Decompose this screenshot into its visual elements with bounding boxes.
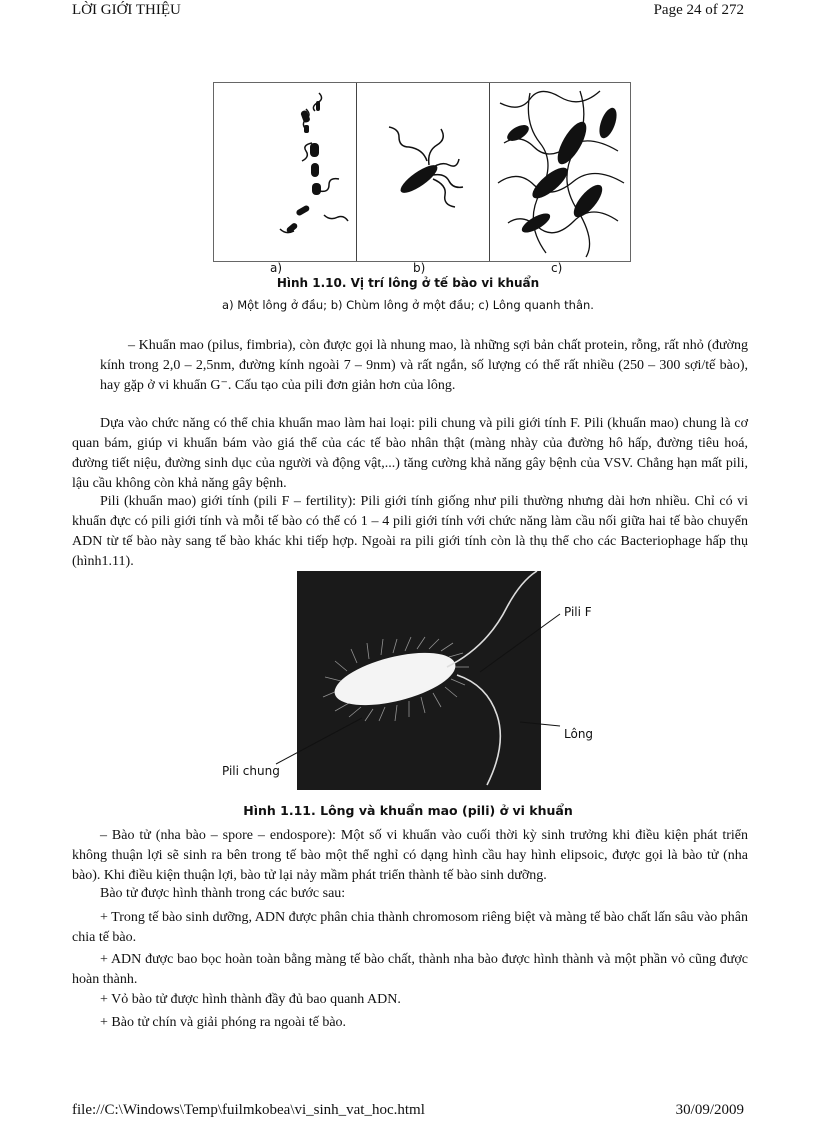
paragraph-pili-types: Dựa vào chức năng có thể chia khuẩn mao làm hai loại: pili chung và pili giới tính F. Pili (khuẩn mao) chung là cơ quan bám, giúp vi khuẩn bám vào giá thể của các tế bào nhân thật (màng nhày của đường hô hấp, đường tiêu hoá, đường tiết niệu, đường sinh dục của người và động vật,...) tăng cường khả năng gây bệnh của VSV. Chẳng hạn mất pili, lậu cầu không còn khả năng gây bệnh.: [72, 416, 748, 491]
list-item-step-4: + Bào tử chín và giải phóng ra ngoài tế bào.: [100, 1015, 347, 1030]
figure-pili-micrograph: [297, 571, 541, 790]
figure-flagella-positions: [213, 82, 631, 262]
paragraph-pili-f: Pili (khuẩn mao) giới tính (pili F – fertility): Pili giới tính giống như pili thường nhưng dài hơn nhiều. Chỉ có vi khuẩn đực có pili giới tính và mỗi tế bào có thể có 1 – 4 pili giới tính với chức năng làm cầu nối giữa hai tế bào chuyển ADN từ tế bào này sang tế bào khác khi tiếp hợp. Ngoài ra pili giới tính còn là thụ thể cho các Bacteriophage hấp thụ (hình1.11).: [72, 494, 748, 569]
paragraph-pilus: – Khuẩn mao (pilus, fimbria), còn được gọi là nhung mao, là những sợi bản chất protein, rỗng, rất nhỏ (đường kính trong 2,0 – 2,5nm, đường kính ngoài 7 – 9nm) và rất ngắn, số lượng có thể rất nhiều (250 – 300 sợi/tế bào), hay gặp ở vi khuẩn G⁻. Cấu tạo của pili đơn giản hơn của lông.: [100, 338, 748, 393]
figure-caption-2: Hình 1.11. Lông và khuẩn mao (pili) ở vi khuẩn: [243, 803, 573, 818]
paragraph-spore-steps: Bào tử được hình thành trong các bước sau:: [100, 886, 346, 901]
label-pili-f: Pili F: [564, 605, 592, 619]
figure-panel-c: [490, 83, 630, 261]
figure-label-b: b): [413, 261, 426, 275]
header-title: LỜI GIỚI THIỆU: [72, 2, 181, 18]
label-flagellum: Lông: [564, 727, 594, 741]
paragraph-spore: – Bào tử (nha bào – spore – endospore): Một số vi khuẩn vào cuối thời kỳ sinh trưởng khi điều kiện phát triển không thuận lợi sẽ sinh ra bên trong tế bào một thể nghỉ có dạng hình cầu hay hình elipsoic, được gọi là bào tử (nha bào). Khi điều kiện thuận lợi, bào tử lại nảy mầm phát triển thành tế bào sinh dưỡng.: [72, 828, 748, 883]
list-item-step-1: + Trong tế bào sinh dưỡng, ADN được phân chia thành chromosom riêng biệt và màng tế bào chất lấn sâu vào phân chia tế bào.: [72, 910, 748, 945]
list-item-step-2: + ADN được bao bọc hoàn toàn bằng màng tế bào chất, thành nha bào được hình thành và một phần vỏ cũng được hoàn thành.: [72, 952, 748, 987]
list-item-step-3: + Vỏ bào tử được hình thành đầy đủ bao quanh ADN.: [100, 992, 401, 1007]
footer-file-path: file://C:\Windows\Temp\fuilmkobea\vi_sinh_vat_hoc.html: [72, 1102, 425, 1118]
figure-panel-b: [357, 83, 490, 261]
figure-label-c: c): [551, 261, 563, 275]
page-number: Page 24 of 272: [653, 2, 744, 18]
footer-date: 30/09/2009: [675, 1102, 744, 1118]
label-common-pili: Pili chung: [222, 764, 280, 778]
figure-caption: Hình 1.10. Vị trí lông ở tế bào vi khuẩn: [276, 276, 540, 290]
figure-label-a: a): [270, 261, 283, 275]
figure-subcaption: a) Một lông ở đầu; b) Chùm lông ở một đầu; c) Lông quanh thân.: [222, 298, 594, 312]
figure-panel-a: [214, 83, 357, 261]
